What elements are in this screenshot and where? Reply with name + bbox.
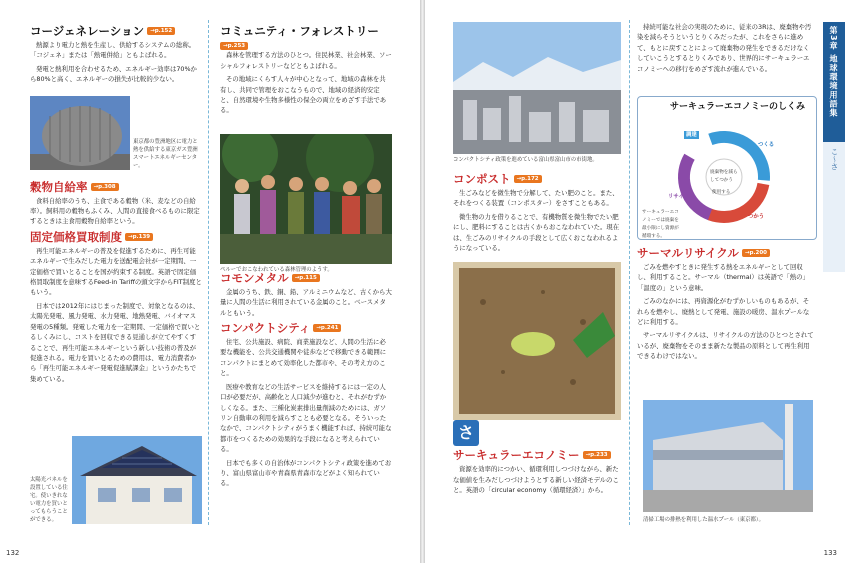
term-text: 微生物の力を借りることで、有機物質を微生物でたい肥にし、肥料にすることは古くからおこなわれていた。現在は、生ごみのリサイクルの手段として広くおこなわれるようになっている。 — [453, 212, 620, 253]
term-title: 穀物自給率 — [30, 179, 88, 194]
term-compost — [453, 172, 621, 186]
pool-facility-photo — [643, 400, 813, 512]
page-ref-tag[interactable]: →p.115 — [292, 274, 320, 282]
chapter-tab-label: 第3章 地球環境用語集 — [829, 26, 838, 118]
right-column-2-lower — [637, 244, 815, 365]
term-text: ごみのなかには、再資源化がむずかしいものもあるが、それらを燃やし、廃熱として発電、施設の暖房、温水プールなどに利用する。 — [637, 297, 810, 327]
left-page — [0, 0, 420, 563]
chapter-tab[interactable] — [823, 22, 845, 142]
page-ref-tag[interactable]: →p.233 — [583, 451, 611, 459]
term-title: コージェネレーション — [30, 24, 145, 38]
term-community-forestry — [220, 24, 392, 38]
cogeneration-photo-caption: 東京都の豊洲地区に電力と熱を供給する東京ガス豊洲スマートエネルギーセンター。 — [133, 139, 198, 169]
term-thermal-recycle — [637, 246, 815, 260]
solar-photo-caption: 太陽光パネルを設置している住宅。使いきれない電力を買いとってもらうことができる。 — [30, 477, 68, 523]
term-title: 固定価格買取制度 — [30, 229, 122, 244]
term-text: 日本では2012年にはじまった制度で、対象となるのは、太陽光発電、風力発電、水力発電、地熱発電、バイオマス発電の5種類。発電した電力を一定期間、一定価格で買いとるしくみにし、コストを回収できる見通しが立てやすくすることで、再生可能エネルギーという新しい技術の普及が促進される。電力を買いとるための費用は、電力消費者から「再生可能エネルギー発電促進賦課金」というかたちで集めている。 — [30, 301, 201, 383]
page-number-left: 132 — [6, 549, 20, 557]
term-text: 発電と熱利用を合わせるため、エネルギー効率は70%から80%と高く、エネルギーの損失が比較的少ない。 — [30, 64, 197, 84]
term-text: 日本でも多くの自治体がコンパクトシティ政策を進めており、富山県富山市や青森県青森市などがよく知られている。 — [220, 458, 392, 488]
term-text: 資源を効率的につかい、循環利用しつづけながら、新たな価値を生みだしつづけようとする新しい経済モデルのこと。英語の「circular economy（循環経済）」から。 — [453, 465, 619, 495]
term-title: コミュニティ・フォレストリー — [220, 24, 379, 38]
forestry-photo — [220, 134, 392, 264]
term-grain-self-sufficiency — [30, 180, 202, 194]
term-circular-economy — [453, 448, 621, 462]
city-photo-caption: コンパクトシティ政策を進めている富山県富山市の市街地。 — [453, 157, 598, 163]
column-divider — [208, 20, 209, 525]
term-text: 熱源より電力と熱を生産し、供給するシステムの総称。「コジェネ」または「熱電併給」ともよばれる。 — [30, 41, 196, 60]
term-cogeneration — [30, 24, 202, 38]
pool-photo-caption: 清掃工場の排熱を利用した温水プール（東京都）。 — [643, 517, 765, 523]
forestry-photo-caption: ペルーでおこなわれている森林管理のようす。 — [220, 267, 333, 273]
side-index[interactable] — [823, 142, 845, 272]
term-text: 医療や教育などの生活サービスを維持するには一定の人口が必要だが、高齢化と人口減少が進むと、それがむずかしくなる。また、三種化炭素排出量削減のためには、ガソリン自動車の利用を減らすことも必要となる。そういったなかで、コンパクトシティがうまく機能すれば、持続可能な都市をつくるための効果的な手段になると考えられている。 — [220, 382, 392, 454]
side-index-label: こ〜さ — [830, 148, 839, 171]
diagram-label-recycle: リサイクル — [668, 194, 695, 200]
term-text: その地域にくらす人々が中心となって、地域の森林を共有し、共同で管理をおこなうもので、地域の経済的安定と、自然環境や生物多様性の保全の両立をめざす手法である。 — [220, 75, 387, 115]
term-compact-city — [220, 321, 392, 335]
term-text: 生ごみなどを微生物で分解して、たい肥のこと。また、それをつくる装置（コンポスター）をさすこともある。 — [453, 189, 619, 208]
diagram-title: サーキュラーエコノミーのしくみ — [670, 102, 806, 112]
diagram-center-label: 廃棄物を減らしてつかう — [710, 170, 738, 183]
column-divider — [629, 20, 630, 525]
term-title: サーマルリサイクル — [637, 246, 739, 260]
page-ref-tag[interactable]: →p.253 — [220, 42, 248, 50]
section-index-sa: さ — [453, 420, 479, 446]
diagram-label-usage: 使用する — [712, 190, 731, 195]
page-ref-tag[interactable]: →p.139 — [125, 233, 153, 241]
term-text: 住宅、公共施設、病院、商業施設など、人間の生活に必要な機能を、公共交通機関や徒歩などで移動できる範囲にコンパクトにまとめて効率化した都市や、その考え方のこと。 — [220, 338, 387, 378]
page-ref-tag[interactable]: →p.152 — [147, 27, 175, 35]
city-photo — [453, 22, 621, 154]
term-text: 食料自給率のうち、主食である穀物（米、麦などの自給率）。飼料用の穀物もふくみ、人間の直接食べるものに限定するときは主食用穀物自給率という。 — [30, 196, 200, 226]
page-ref-tag[interactable]: →p.241 — [313, 324, 341, 332]
term-title: コンポスト — [453, 172, 511, 186]
cogeneration-building-photo — [30, 96, 130, 170]
right-page — [425, 0, 845, 563]
term-title: サーキュラーエコノミー — [453, 448, 580, 463]
term-text: サーマルリサイクルは、リサイクルの方法のひとつとされているが、廃棄物をそのまま新たな製品の原料として再生利用できるわけではない。 — [637, 331, 814, 361]
term-text: 持続可能な社会の実現のために、従来の3Rは、廃棄物や汚染を減らそうというとりくみだったが、これをさらに進めて、もとに戻すことによって廃棄物の発生をできるだけなくしていこうとするとりくみであり、世界的にサーキュラーエコノミーへの移行をめざす流れが進んでいる。 — [637, 23, 812, 73]
page-ref-tag[interactable]: →p.172 — [514, 175, 542, 183]
left-column-1 — [30, 22, 202, 387]
term-title: コモンメタル — [220, 270, 289, 285]
page-ref-tag[interactable]: →p.308 — [91, 183, 119, 191]
term-text: 金属のうち、鉄、銅、鉛、アルミニウムなど、古くから大量に人間の生活に利用されている金属のこと。ベースメタルともいう。 — [220, 287, 392, 317]
term-fit — [30, 230, 202, 244]
compost-photo — [453, 262, 621, 420]
term-text: 森林を管理する方法のひとつ。住民林業、社会林業、ソーシャルフォレストリーなどともよばれる。 — [220, 51, 392, 70]
term-title: コンパクトシティ — [220, 321, 311, 336]
term-text: ごみを燃やすときに発生する熱をエネルギーとして回収し、利用すること。サーマル（thermal）は英語で「熱の」「温度の」という意味。 — [637, 263, 809, 292]
page-ref-tag[interactable]: →p.200 — [742, 249, 770, 257]
diagram-label-procure: 調達 — [686, 132, 697, 138]
right-column-2 — [637, 22, 815, 77]
page-number-right: 133 — [823, 549, 837, 557]
diagram-label-make: つくる — [758, 142, 775, 148]
circular-economy-diagram — [637, 96, 817, 240]
term-text: 再生可能エネルギーの普及を促進するために、再生可能エネルギーで生みだした電力を送配電会社が一定期間、一定価格で買いとることを国が約束する制度。英語で固定価格買取制度を意味するFeed-in Tariffの頭文字からFIT制度ともいう。 — [30, 246, 202, 297]
diagram-label-use: つかう — [748, 214, 765, 220]
diagram-note: サーキュラーエコノミーでは廃棄を最小限にし資源が循環する。 — [642, 210, 679, 239]
solar-house-photo — [72, 436, 202, 524]
